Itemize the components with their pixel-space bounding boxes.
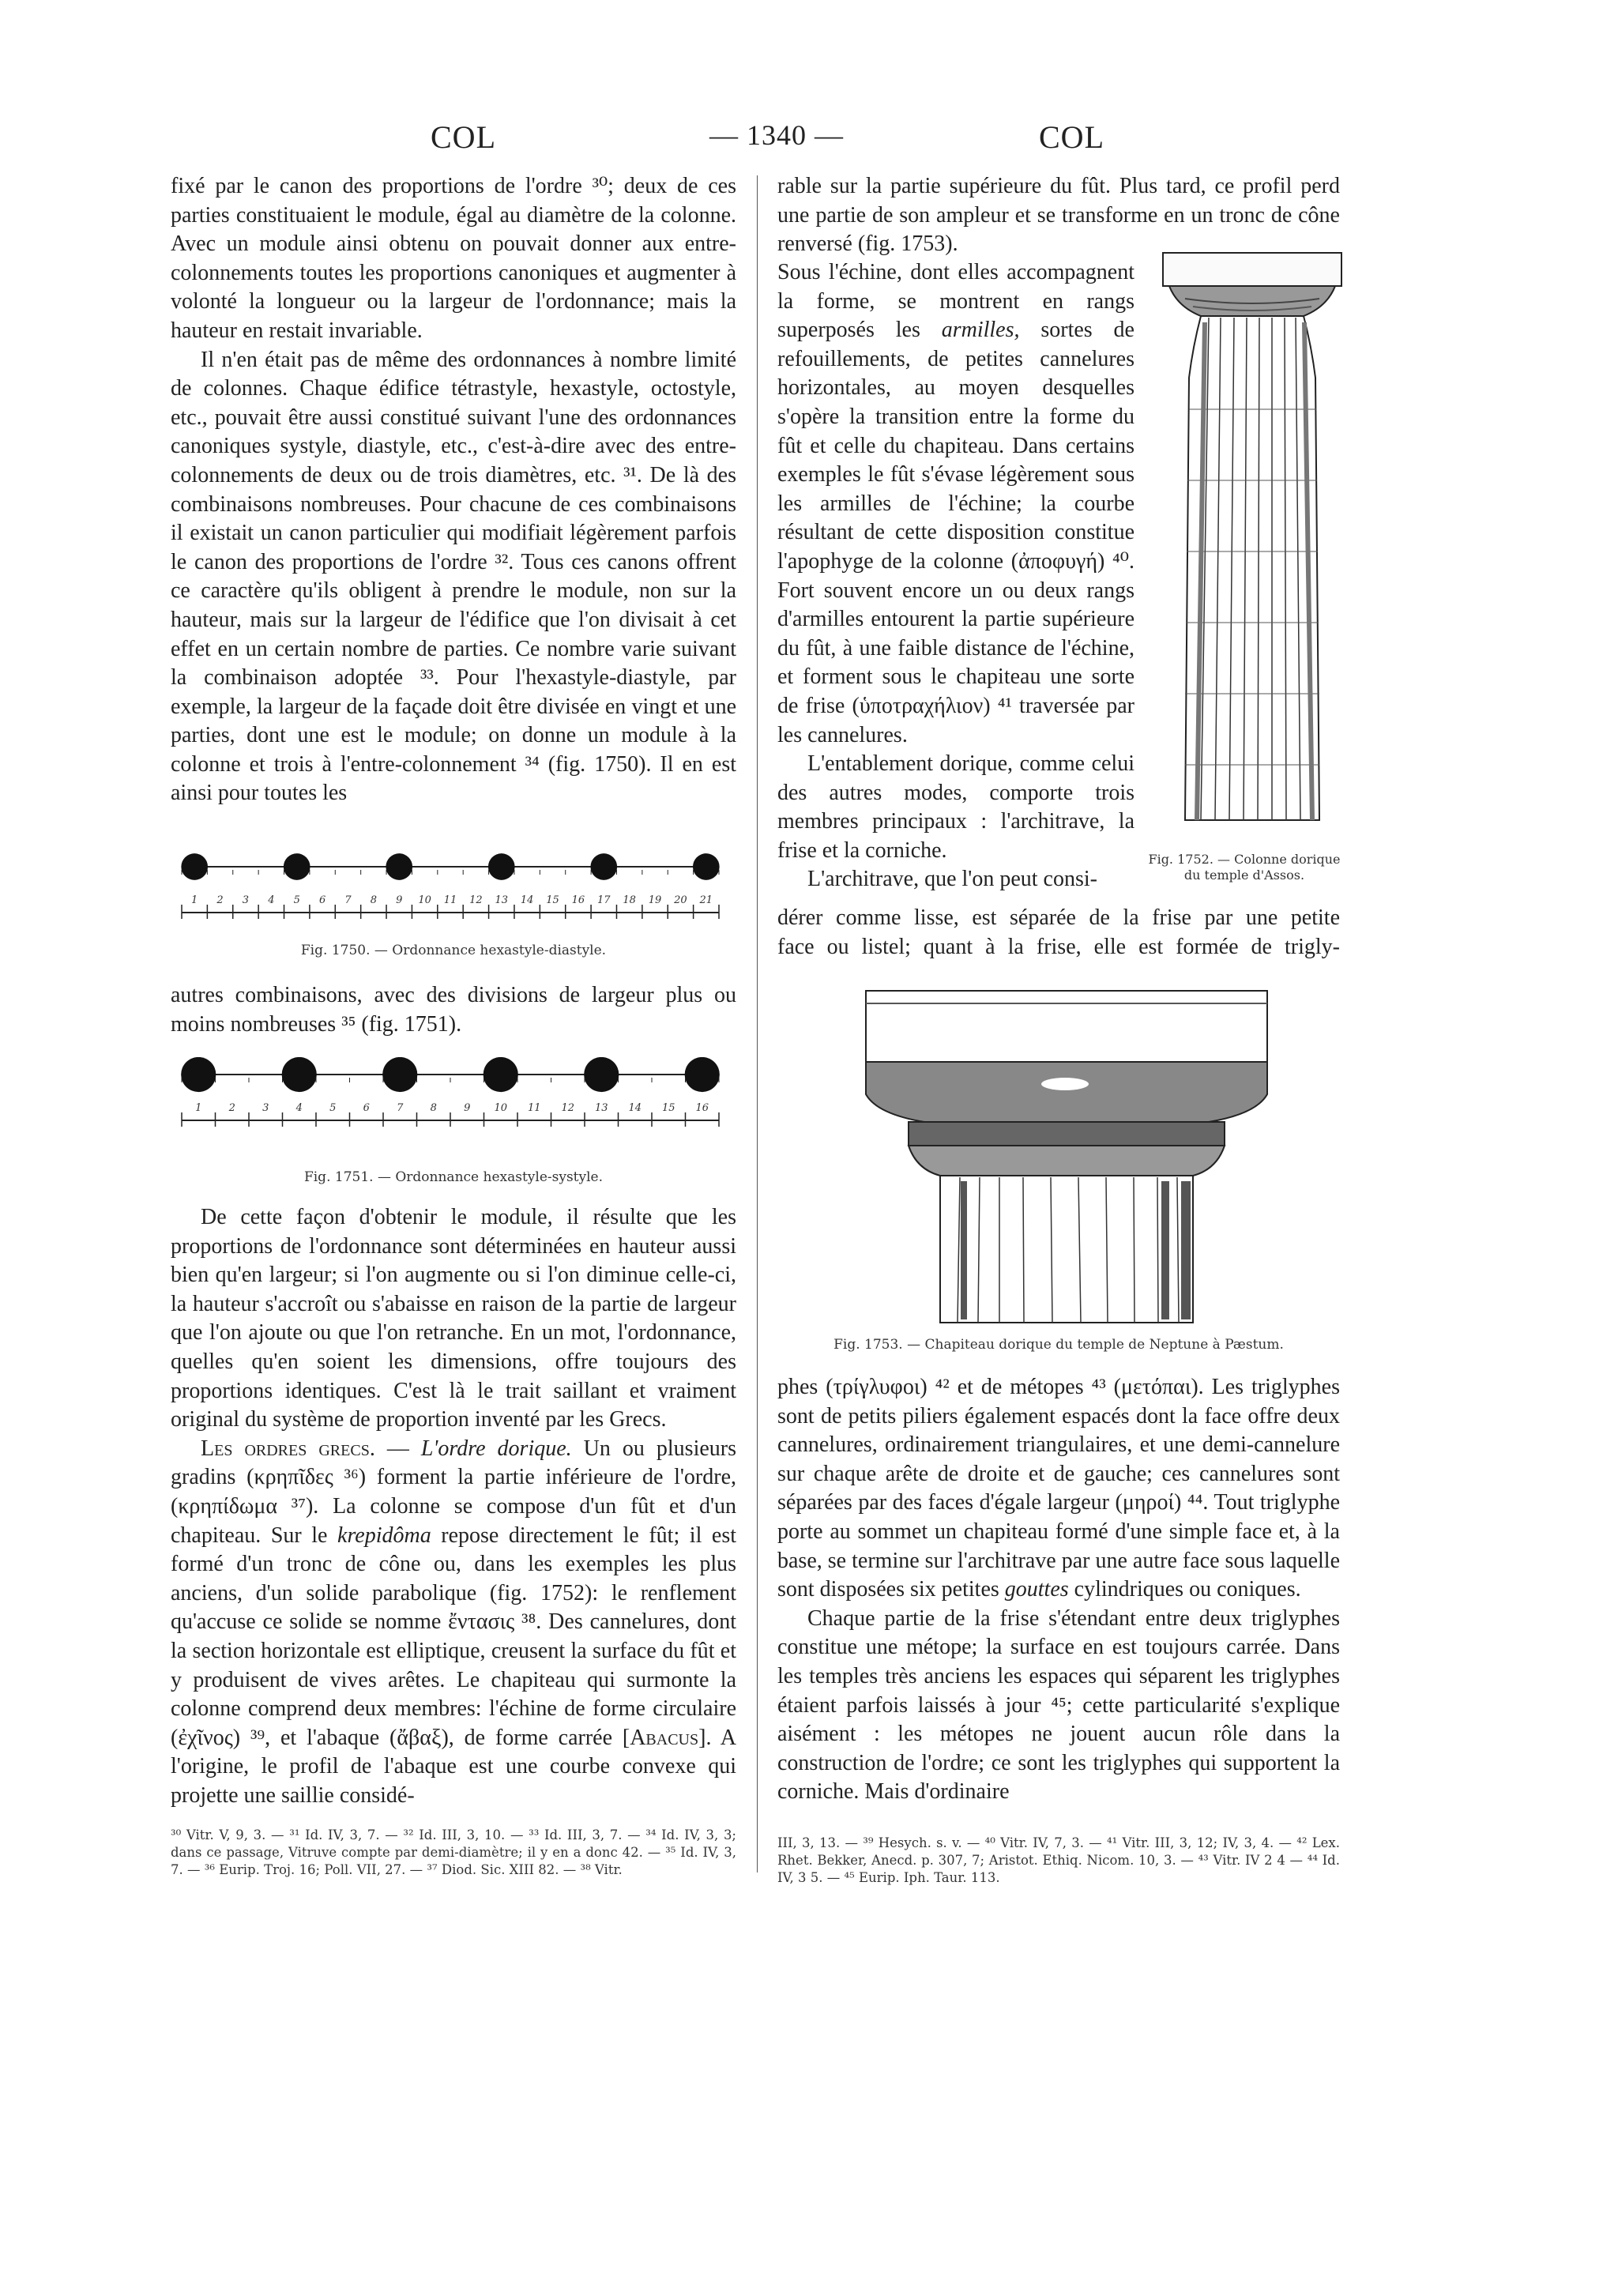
column-dot [284,853,310,880]
figure-1752-caption [1138,852,1351,883]
paragraph [777,258,1134,750]
column-dot [181,853,208,880]
column-dot [181,1057,216,1092]
paragraph [777,1373,1340,1605]
footnotes-left: ³⁰ Vitr. V, 9, 3. — ³¹ Id. IV, 3, 7. — ³² Id. III, 3, 10. — ³³ Id. III, 3, 7. — ³⁴ Id. IV, 3, 3; dans ce passage, Vitruve compte par demi-diamètre; il y en a donc 42. — ³⁵ Id. IV, 3, 7. — ³⁶ Eurip. Troj. 16; Poll. VII, 27. — ³⁷ Diod. Sic. XIII 82. — ³⁸ Vitr. [171,1827,736,1877]
figure-1751-diagram [166,1057,735,1136]
scale-label: 16 [571,894,585,906]
scale-label: 6 [363,1102,370,1114]
scale-label: 11 [443,894,457,906]
section-heading: Les ordres grecs. [201,1436,375,1461]
echinus [866,1062,1267,1122]
scale-label: 7 [344,894,352,906]
echinus [1169,286,1335,316]
scale-label: 8 [370,894,377,906]
scale-label: 14 [520,894,534,906]
figure-1750-caption: Fig. 1750. — Ordonnance hexastyle-diastyle. [300,943,607,958]
necking [909,1146,1225,1176]
paragraph: Chaque partie de la frise s'étendant entre deux triglyphes constitue une métope; la surface en est toujours carrée. Dans les temples très anciens les espaces qui séparent les triglyphes étaient parfois laissés à jour ⁴⁵; cette particularité s'explique aisément : les métopes ne jouent aucun rôle dans la construction de l'ordre; ce sont les triglyphes qui supportent la corniche. Mais d'ordinaire [777,1605,1340,1805]
column-dot [382,1057,417,1092]
scale-label: 15 [661,1102,675,1114]
footnotes-right: III, 3, 13. — ³⁹ Hesych. s. v. — ⁴⁰ Vitr. IV, 7, 3. — ⁴¹ Vitr. III, 3, 12; IV, 3, 4. — ⁴² Lex. Rhet. Bekker, Anecd. p. 307, 7; Aristot. Ethiq. Nicom. 10, 3. — ⁴³ Vitr. IV 2 4 — ⁴⁴ Id. IV, 3 5. — ⁴⁵ Eurip. Iph. Taur. 113. [777,1835,1340,1885]
paragraph: De cette façon d'obtenir le module, il résulte que les proportions de l'ordonnance sont déterminées en hauteur aussi bien qu'en largeur; si l'on augmente ou si l'on diminue celle-ci, la hauteur s'accroît ou s'abaisse en raison de la partie de largeur que l'on ajoute ou que l'on retranche. En un mot, l'ordonnance, quelles qu'en soient les dimensions, offre toujours des proportions identiques. C'est là le trait saillant et vraiment original du système de proportion inventé par les Grecs. [171,1205,736,1432]
scale-label: 10 [418,894,431,906]
scale-label: 18 [623,894,636,906]
scale-label: 4 [295,1102,303,1114]
text-run: phes (τρίγλυφοι) ⁴² et de métopes ⁴³ (μετόπαι). Les triglyphes sont de petits piliers également espacés dont la face offre deux cannelures, ordinairement triangulaires, et une demi-cannelure sur chaque arête de droite et de gauche; ces cannelures sont séparées par des faces d'égale largeur (μηροί) ⁴⁴. Tout triglyphe porte au sommet un chapiteau formé d'une simple face et, à la base, se termine sur l'architrave par une autre face sous laquelle sont disposées six petites [777,1375,1340,1602]
figure-1753-caption: Fig. 1753. — Chapiteau dorique du temple de Neptune à Pæstum. [833,1337,1284,1353]
text-run: cylindriques ou coniques. [1068,1577,1301,1602]
scale-label: 6 [318,894,326,906]
scale-label: 4 [268,894,275,906]
scale-label: 10 [494,1102,508,1114]
figure-1750-diagram [166,849,735,928]
scale-label: 14 [628,1102,642,1114]
paragraph: Il n'en était pas de même des ordonnances à nombre limité de colonnes. Chaque édifice tétrastyle, hexastyle, octostyle, etc., pouvait être aussi constitué suivant l'une des ordonnances canoniques systyle, diastyle, etc., c'est-à-dire avec des entre-colonnements de deux ou de trois diamètres, etc. ³¹. De là des combinaisons nombreuses. Pour chacune de ces combinaisons il existait un canon particulier qui modifiait légèrement parfois le canon des proportions de l'ordre ³². Tous ces canons offrent ce caractère qu'ils obligent à prendre le module, non sur la hauteur, mais sur la largeur de l'édifice que l'on divisait à cet effet en un certain nombre de parties. Ce nombre varie suivant la combinaison adoptée ³³. Pour l'hexastyle-diastyle, par exemple, la largeur de la façade doit être divisée en vingt et une parties, dont une est le module; on donne un module à la colonne et trois à l'entre-colonnement ³⁴ (fig. 1750). Il en est ainsi pour toutes les [171,347,736,806]
column-dot [693,853,720,880]
right-column-block-2 [777,1373,1340,1807]
scale-label: 15 [546,894,559,906]
term: armilles, [941,318,1020,343]
text-run: sortes de refouillements, de petites cannelures horizontales, au moyen desquelles s'opère la transition entre la forme du fût et celle du chapiteau. Dans certains exemples le fût s'évase légèrement sous les armilles de l'échine; la courbe résultant de cette disposition constitue l'apophyge de la colonne (ἀποφυγή) ⁴⁰. Fort souvent encore un ou deux rangs d'armilles entourent la partie supérieure du fût, à une faible distance de l'échine, et forment sous le chapiteau une sorte de frise (ὑποτραχήλιον) ⁴¹ traversée par les cannelures. [777,318,1134,747]
text-run: ]. A l'origine, le profil de l'abaque est une courbe convexe qui projette une saillie considé- [171,1725,736,1808]
scale-label: 9 [464,1102,471,1114]
dash: — [374,1436,421,1461]
text-run: repose directement le fût; il est formé d'un tronc de cône ou, dans les exemples les plus anciens, d'un solide parabolique (fig. 1752): le renflement qu'accuse ce solide se nomme ἔντασις ³⁸. Des cannelures, dont la section horizontale est elliptique, creusent la surface du fût et y produisent de vives arêtes. Le chapiteau qui surmonte la colonne comprend deux membres: l'échine de forme circulaire (ἐχῖνος) ³⁹, et l'abaque (ἄβαξ), de forme carrée [ [171,1523,736,1750]
column-rule [757,175,758,1873]
column-dot [282,1057,317,1092]
scale-label: 1 [195,1102,202,1114]
scale-label: 16 [695,1102,709,1114]
scale-label: 5 [293,894,300,906]
paragraph: rable sur la partie supérieure du fût. Plus tard, ce profil perd une partie de son ampleur et se transforme en un tronc de cône renversé (fig. 1753). [777,174,1340,257]
column-dot [386,853,412,880]
left-column-block-2 [171,981,736,1039]
scale-label: 7 [397,1102,404,1114]
right-column-line: face ou listel; quant à la frise, elle est formée de trigly- [777,935,1340,959]
figure-1753-capital-drawing [861,988,1272,1327]
scale-label: 13 [495,894,509,906]
caption-line: du temple d'Assos. [1183,868,1305,883]
running-head-left: COL [431,119,496,155]
caption-line: Fig. 1752. — Colonne dorique [1148,852,1341,867]
left-column-block-1 [171,172,736,808]
paragraph: L'entablement dorique, comme celui des autres modes, comporte trois membres principaux : l'architrave, la frise et la corniche. [777,751,1134,863]
scale-label: 3 [262,1102,269,1114]
column-dot [590,853,617,880]
scale-label: 12 [561,1102,575,1114]
figure-1752-column-drawing [1161,251,1343,836]
annulets [909,1122,1225,1146]
abacus [866,991,1267,1062]
column-dot [584,1057,619,1092]
abacus [1163,253,1341,286]
paragraph: fixé par le canon des proportions de l'ordre ³⁰; deux de ces parties constituaient le module, égal au diamètre de la colonne. Avec un module ainsi obtenu on pouvait donner aux entre-colonnements toutes les proportions canoniques et augmenter à volonté la longueur ou la largeur de l'ordonnance; mais la hauteur en restait invariable. [171,174,736,343]
right-column-intro [777,172,1340,259]
scale-label: 2 [216,894,224,906]
scale-label: 20 [674,894,687,906]
scale-label: 8 [430,1102,437,1114]
left-column-block-3 [171,1203,736,1810]
section-title: L'ordre dorique. [420,1436,572,1461]
page-number: — 1340 — [709,119,844,151]
scale-label: 1 [191,894,198,906]
scale-label: 12 [469,894,483,906]
term: gouttes [1004,1577,1069,1602]
right-column-line: dérer comme lisse, est séparée de la frise par une petite [777,905,1340,930]
paragraph [171,1435,736,1811]
paragraph: L'architrave, que l'on peut consi- [807,867,1097,892]
running-head-right: COL [1039,119,1104,155]
right-column-narrow [777,258,1134,894]
scale-label: 21 [699,894,713,906]
scale-label: 13 [594,1102,608,1114]
scale-label: 19 [648,894,662,906]
text-run: Un ou plusieurs gradins (κρηπῖδες ³⁶) forment la partie inférieure de l'ordre, (κρηπίδωμα ³⁷). La colonne se compose d'un fût et d'un chapiteau. Sur le [171,1436,736,1548]
scale-label: 9 [396,894,403,906]
scale-label: 3 [242,894,250,906]
figure-1751-caption: Fig. 1751. — Ordonnance hexastyle-systyle. [303,1169,604,1185]
scale-label: 17 [597,894,611,906]
column-dot [685,1057,720,1092]
term: krepidôma [337,1523,431,1548]
scale-label: 2 [228,1102,235,1114]
cross-reference: Abacus [630,1725,699,1750]
scale-label: 5 [329,1102,337,1114]
paragraph: autres combinaisons, avec des divisions de largeur plus ou moins nombreuses ³⁵ (fig. 1751). [171,983,736,1037]
column-dot [484,1057,518,1092]
scale-label: 11 [527,1102,541,1114]
text-run: Sous l'échine, dont elles accompagnent la forme, se montrent en rangs superposés les [777,260,1134,343]
column-dot [488,853,515,880]
